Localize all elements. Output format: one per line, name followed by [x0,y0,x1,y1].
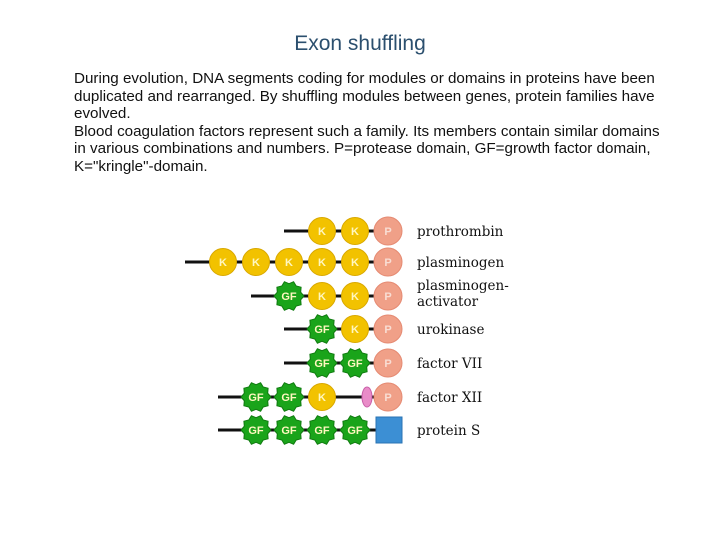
small-pink-domain [362,387,372,407]
protease-label: P [384,291,392,303]
growth-factor-label: GF [281,291,297,303]
protein-row [251,278,509,310]
protein-label: activator [417,294,479,310]
protein-row [185,248,505,276]
protein-row [284,349,482,378]
protease-label: P [384,392,392,404]
growth-factor-label: GF [248,425,264,437]
page-title: Exon shuffling [294,32,426,55]
kringle-label: K [351,291,359,303]
growth-factor-label: GF [281,425,297,437]
kringle-label: K [318,291,326,303]
kringle-label: K [318,226,326,238]
protease-label: P [384,226,392,238]
protein-label: prothrombin [417,224,504,240]
kringle-label: K [351,226,359,238]
growth-factor-label: GF [314,358,330,370]
growth-factor-label: GF [314,425,330,437]
protein-label: factor XII [417,390,483,406]
kringle-label: K [318,257,326,269]
kringle-label: K [351,324,359,336]
kringle-label: K [252,257,260,269]
protein-row [284,315,484,344]
growth-factor-label: GF [281,392,297,404]
protein-row [284,217,504,245]
description-paragraph-2: Blood coagulation factors represent such a family. Its members contain similar domains in various combinations and numbers. P=protease domain, GF=growth factor domain, K="kringle"-domain. [74,122,660,175]
protease-label: P [384,257,392,269]
protein-label: protein S [417,423,481,439]
kringle-label: K [285,257,293,269]
protein-label: urokinase [417,322,485,338]
kringle-label: K [318,392,326,404]
growth-factor-label: GF [314,324,330,336]
protein-label: plasminogen [417,255,505,271]
protein-row [218,416,480,445]
protein-row [218,383,482,412]
protein-label: plasminogen- [417,278,509,294]
growth-factor-label: GF [347,425,363,437]
protein-label: factor VII [417,356,483,372]
protease-label: P [384,358,392,370]
blue-domain [376,417,402,443]
kringle-label: K [219,257,227,269]
protease-label: P [384,324,392,336]
kringle-label: K [351,257,359,269]
growth-factor-label: GF [248,392,264,404]
growth-factor-label: GF [347,358,363,370]
description-paragraph-1: During evolution, DNA segments coding for modules or domains in proteins have been duplicated and rearranged. By shuffling modules between genes, protein families have evolved. [74,70,655,123]
